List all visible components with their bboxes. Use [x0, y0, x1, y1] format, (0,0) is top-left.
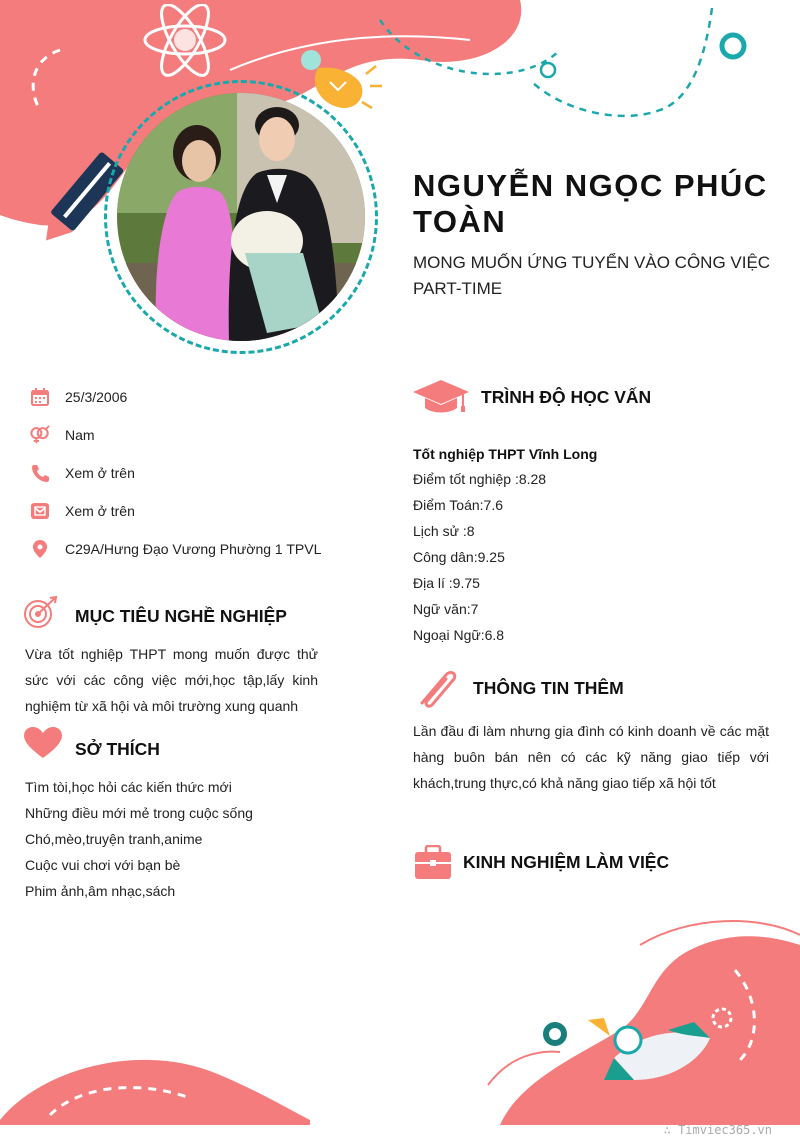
phone-icon [30, 463, 50, 483]
work-experience-title: KINH NGHIỆM LÀM VIỆC [463, 852, 670, 872]
hobbies-title: SỞ THÍCH [75, 739, 160, 759]
email-row [30, 499, 135, 523]
list-item: Lịch sử :8 [413, 523, 475, 539]
email-text: Xem ở trên [65, 503, 135, 519]
list-item: Điểm Toán:7.6 [413, 497, 504, 513]
list-item: Những điều mới mẻ trong cuộc sống [25, 805, 253, 821]
birthday-row [30, 385, 127, 409]
rocket-icon [584, 1010, 714, 1100]
candidate-name: NGUYỄN NGỌC PHÚC TOÀN [413, 168, 768, 239]
career-goal-text: Vừa tốt nghiệp THPT mong muốn được thử sức với các công việc mới,học tập,lấy kinh nghiệm từ xã hội và môi trường xung quanh [25, 646, 318, 714]
hobbies-list [25, 774, 325, 904]
list-item: Tìm tòi,học hỏi các kiến thức mới [25, 779, 232, 795]
list-item: Điểm tốt nghiệp :8.28 [413, 471, 547, 487]
birthday-text: 25/3/2006 [65, 389, 128, 405]
paperclip-icon [416, 667, 460, 709]
additional-info-text: Lần đầu đi làm nhưng gia đình có kinh doanh về các mặt hàng buôn bán nên có các kỹ năng giao tiếp với khách,trung thực,có khả năng giao tiếp xã hội tốt [413, 723, 769, 791]
additional-info-title: THÔNG TIN THÊM [473, 678, 624, 698]
list-item: Phim ảnh,âm nhạc,sách [25, 883, 176, 899]
briefcase-icon [415, 845, 451, 879]
email-icon [30, 501, 50, 521]
list-item: Cuộc vui chơi với bạn bè [25, 857, 181, 873]
atom-icon [140, 4, 230, 84]
education-school: Tốt nghiệp THPT Vĩnh Long [413, 446, 598, 462]
list-item: Ngữ văn:7 [413, 601, 479, 617]
heart-icon [24, 727, 62, 759]
education-scores [413, 466, 773, 648]
target-icon [24, 596, 58, 630]
profile-photo [117, 93, 365, 341]
phone-row [30, 461, 135, 485]
graduation-cap-icon [413, 380, 469, 414]
gender-icon [30, 425, 50, 445]
education-title: TRÌNH ĐỘ HỌC VẤN [481, 387, 652, 407]
address-row [30, 537, 321, 561]
objective-title: MONG MUỐN ỨNG TUYỂN VÀO CÔNG VIỆC PART-TIME [413, 253, 771, 298]
gender-row [30, 423, 95, 447]
list-item: Công dân:9.25 [413, 549, 505, 565]
watermark: ∴ Timviec365.vn [663, 1123, 772, 1137]
calendar-icon [30, 387, 50, 407]
gender-text: Nam [65, 427, 95, 443]
address-text: C29A/Hưng Đạo Vương Phường 1 TPVL [65, 541, 322, 557]
list-item: Ngoại Ngữ:6.8 [413, 627, 505, 643]
career-goal-title: MỤC TIÊU NGHỀ NGHIỆP [75, 606, 287, 626]
list-item: Địa lí :9.75 [413, 575, 480, 591]
list-item: Chó,mèo,truyện tranh,anime [25, 831, 203, 847]
location-icon [30, 539, 50, 559]
phone-text: Xem ở trên [65, 465, 135, 481]
